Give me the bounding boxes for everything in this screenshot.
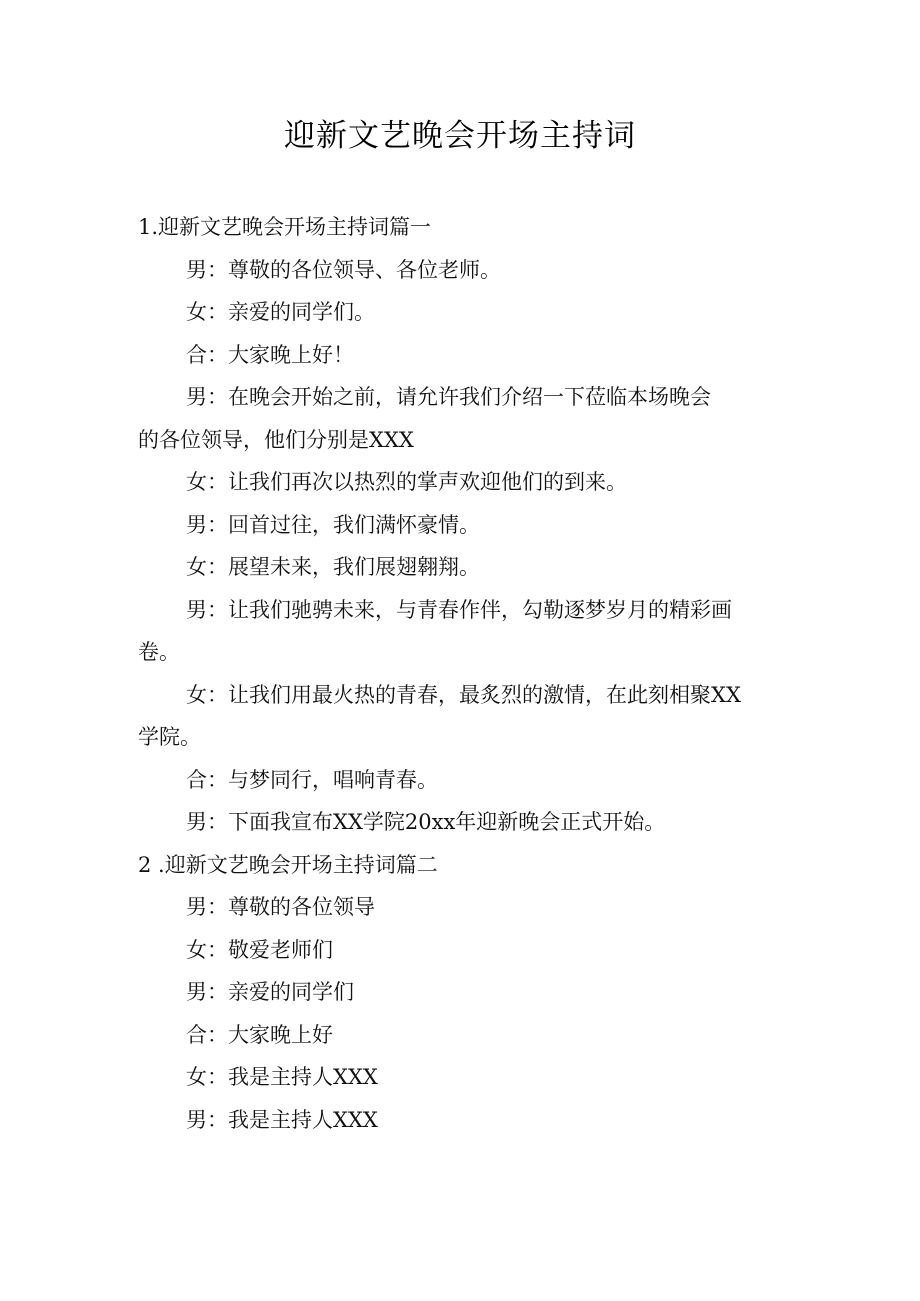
paragraph-line: 合：大家晚上好！	[186, 342, 354, 367]
paragraph-line: 男：回首过往，我们满怀豪情。	[186, 512, 480, 537]
paragraph-line: 女：让我们用最火热的青春，最炙烈的激情，在此刻相聚XX	[186, 682, 741, 707]
paragraph-line: 男：让我们驰骋未来，与青春作伴，勾勒逐梦岁月的精彩画	[186, 597, 732, 622]
paragraph-line: 女：让我们再次以热烈的掌声欢迎他们的到来。	[186, 470, 627, 494]
paragraph-continuation: 的各位领导，他们分别是XXX	[138, 427, 414, 452]
paragraph-continuation: 学院。	[138, 725, 201, 749]
document-title: 迎新文艺晚会开场主持词	[284, 118, 636, 154]
paragraph-line: 合：大家晚上好	[186, 1022, 333, 1047]
paragraph-line: 合：与梦同行，唱响青春。	[186, 767, 438, 792]
paragraph-line: 女：展望未来，我们展翅翱翔。	[186, 555, 480, 579]
paragraph-line: 男：亲爱的同学们	[186, 980, 354, 1004]
document-body	[138, 206, 788, 1141]
paragraph-line: 女：亲爱的同学们。	[186, 300, 375, 324]
paragraph-line: 男：在晚会开始之前，请允许我们介绍一下莅临本场晚会	[186, 385, 711, 409]
section-heading: 2 .迎新文艺晚会开场主持词篇二	[138, 852, 438, 877]
paragraph-line: 女：敬爱老师们	[186, 937, 333, 962]
paragraph-line: 男：尊敬的各位领导、各位老师。	[186, 257, 501, 282]
section-heading: 1.迎新文艺晚会开场主持词篇一	[138, 215, 432, 239]
paragraph-line: 女：我是主持人XXX	[186, 1065, 378, 1089]
paragraph-continuation: 卷。	[138, 640, 180, 664]
paragraph-line: 男：我是主持人XXX	[186, 1107, 378, 1132]
paragraph-line: 男：尊敬的各位领导	[186, 895, 375, 919]
paragraph-line: 男：下面我宣布XX学院20xx年迎新晚会正式开始。	[186, 810, 666, 834]
